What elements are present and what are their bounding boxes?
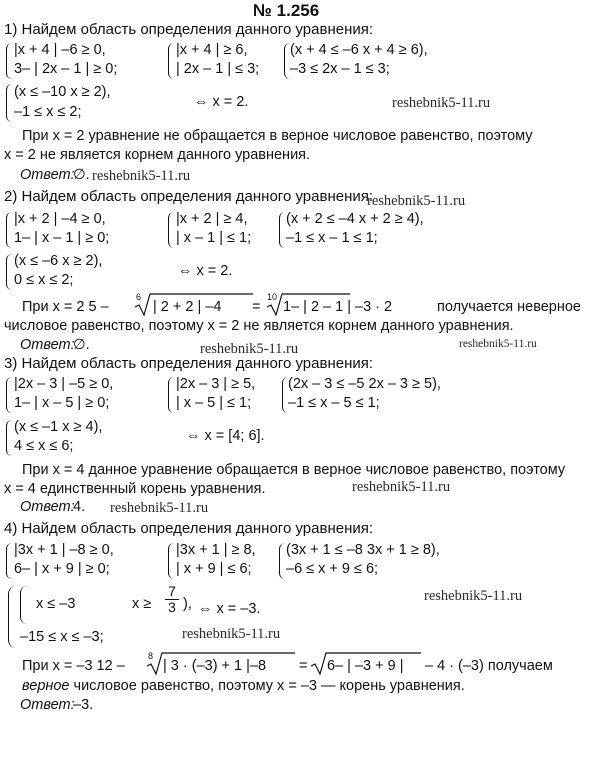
check-2-suffix: получается неверное	[437, 299, 581, 315]
radicand-2: 1– | 2 – 1 | –3 · 2	[283, 299, 393, 315]
watermark: reshebnik5-11.ru	[459, 338, 537, 350]
explanation-4-line	[22, 678, 465, 694]
watermark: reshebnik5-11.ru	[392, 95, 491, 111]
system-4a-line-1: |3x + 1 | –8 ≥ 0,	[14, 542, 114, 558]
system-2b-line-2: | x – 1 | ≤ 1;	[176, 230, 252, 246]
watermark: reshebnik5-11.ru	[110, 500, 209, 516]
system-3d-line-1: (x ≤ –1 x ≥ 4),	[14, 419, 103, 435]
answer-3-value: 4.	[73, 499, 86, 515]
watermark: reshebnik5-11.ru	[367, 193, 466, 209]
system-brace	[279, 543, 285, 579]
result-4: ⇔ x = –3.	[198, 601, 261, 617]
check-4-prefix: При x = –3 12 –	[22, 658, 125, 674]
system-brace	[168, 43, 174, 79]
system-brace	[6, 212, 12, 248]
answer-4-value: –3.	[73, 697, 94, 713]
system-3b-line-2: | x – 5 | ≤ 1;	[176, 395, 252, 411]
watermark: reshebnik5-11.ru	[182, 626, 281, 642]
system-brace	[168, 543, 174, 579]
root-index: 8	[148, 651, 154, 661]
system-3a-line-1: |2x – 3 | –5 ≥ 0,	[14, 376, 114, 392]
system-4c-line-2: –6 ≤ x + 9 ≤ 6;	[286, 561, 379, 577]
equals-sign: =	[299, 658, 308, 674]
system-brace	[6, 543, 12, 579]
answer-4-label: Ответ:	[20, 697, 75, 713]
watermark: reshebnik5-11.ru	[200, 341, 299, 357]
system-3c-line-2: –1 ≤ x – 5 ≤ 1;	[288, 395, 380, 411]
result-3: ⇔ x = [4; 6].	[186, 428, 265, 444]
system-brace	[8, 586, 16, 648]
system-4b-line-1: |3x + 1 | ≥ 8,	[176, 542, 256, 558]
paren	[20, 586, 27, 624]
watermark: reshebnik5-11.ru	[424, 588, 523, 604]
system-1a-line-1: |x + 4 | –6 ≥ 0,	[14, 42, 106, 58]
radicand-2: 6– | –3 + 9 |	[327, 658, 404, 674]
system-2d-line-2: 0 ≤ x ≤ 2;	[14, 272, 74, 288]
radicand-1: | 2 + 2 | –4	[153, 299, 222, 315]
system-3d-line-2: 4 ≤ x ≤ 6;	[14, 438, 74, 454]
emphasis-word: верное	[22, 678, 70, 694]
system-2c-line-1: (x + 2 ≤ –4 x + 2 ≥ 4),	[286, 211, 424, 227]
system-1c-line-2: –3 ≤ 2x – 1 ≤ 3;	[290, 61, 390, 77]
system-2a-line-1: |x + 2 | –4 ≥ 0,	[14, 211, 106, 227]
explanation-2: числовое равенство, поэтому x = 2 не является корнем данного уравнения.	[4, 318, 514, 334]
problem-number: № 1.256	[253, 1, 320, 20]
check-2-prefix: При x = 2 5 –	[22, 299, 109, 315]
system-3a-line-2: 1– | x – 5 | ≥ 0;	[14, 395, 110, 411]
result-2: ⇔ x = 2.	[178, 263, 233, 279]
equals-sign: =	[252, 299, 261, 315]
explanation-4-rest: числовое равенство, поэтому x = –3 — корень уравнения.	[69, 678, 465, 694]
explanation-1-line-2: x = 2 не является корнем данного уравнения.	[4, 147, 311, 163]
system-4d-line-2: –15 ≤ x ≤ –3;	[20, 629, 104, 645]
answer-2-label: Ответ:	[20, 337, 75, 353]
system-3c-line-1: (2x – 3 ≤ –5 2x – 3 ≥ 5),	[288, 376, 441, 392]
system-1c-line-1: (x + 4 ≤ –6 x + 4 ≥ 6),	[290, 42, 428, 58]
system-2c-line-2: –1 ≤ x – 1 ≤ 1;	[286, 230, 378, 246]
watermark: reshebnik5-11.ru	[92, 168, 191, 184]
fraction-denominator: 3	[168, 599, 176, 615]
section-3-heading: 3) Найдем область определения данного уравнения:	[4, 355, 374, 372]
system-2d-line-1: (x ≤ –6 x ≥ 2),	[14, 253, 103, 269]
system-2b-line-1: |x + 2 | ≥ 4,	[176, 211, 248, 227]
system-brace	[279, 212, 285, 248]
system-1b-line-2: | 2x – 1 | ≤ 3;	[176, 61, 260, 77]
explanation-3-line-2: x = 4 единственный корень уравнения.	[4, 481, 266, 497]
system-brace	[6, 84, 12, 122]
section-2-heading: 2) Найдем область определения данного уравнения:	[4, 188, 374, 205]
fraction-numerator: 7	[168, 583, 176, 599]
system-brace	[6, 420, 12, 456]
system-brace	[6, 254, 12, 290]
explanation-3-line-1: При x = 4 данное уравнение обращается в верное числовое равенство, поэтому	[22, 462, 566, 478]
system-brace	[6, 43, 12, 79]
system-4c-line-1: (3x + 1 ≤ –8 3x + 1 ≥ 8),	[286, 542, 440, 558]
answer-3-label: Ответ:	[20, 499, 75, 515]
system-brace	[168, 377, 174, 413]
system-4a-line-2: 6– | x + 9 | ≥ 0;	[14, 561, 110, 577]
system-4d-part-2: x ≥	[132, 596, 152, 612]
answer-2-value: ∅.	[73, 337, 90, 353]
system-3b-line-1: |2x – 3 | ≥ 5,	[176, 376, 256, 392]
watermark: reshebnik5-11.ru	[352, 479, 451, 495]
system-4d-part-3: ),	[183, 596, 192, 612]
system-4d-part-1: x ≤ –3	[36, 596, 76, 612]
check-4-suffix: – 4 · (–3) получаем	[425, 658, 553, 674]
result-1: ⇔ x = 2.	[194, 94, 249, 110]
system-brace	[6, 377, 12, 413]
explanation-1-line-1: При x = 2 уравнение не обращается в верное числовое равенство, поэтому	[22, 128, 533, 144]
section-4-heading: 4) Найдем область определения данного уравнения:	[4, 520, 374, 537]
system-1a-line-2: 3– | 2x – 1 | ≥ 0;	[14, 61, 118, 77]
system-4b-line-2: | x + 9 | ≤ 6;	[176, 561, 252, 577]
root-index: 10	[267, 292, 278, 302]
system-2a-line-2: 1– | x – 1 | ≥ 0;	[14, 230, 110, 246]
answer-1-label: Ответ:	[20, 167, 75, 183]
system-1d-line-1: (x ≤ –10 x ≥ 2),	[14, 84, 111, 100]
answer-1-value: ∅.	[73, 167, 90, 183]
section-1-heading: 1) Найдем область определения данного уравнения:	[4, 21, 374, 38]
radicand-1: | 3 · (–3) + 1 |–8	[163, 658, 267, 674]
system-1b-line-1: |x + 4 | ≥ 6,	[176, 42, 248, 58]
root-index: 6	[136, 292, 142, 302]
system-brace	[168, 212, 174, 248]
system-1d-line-2: –1 ≤ x ≤ 2;	[14, 104, 82, 120]
fraction	[164, 584, 180, 615]
